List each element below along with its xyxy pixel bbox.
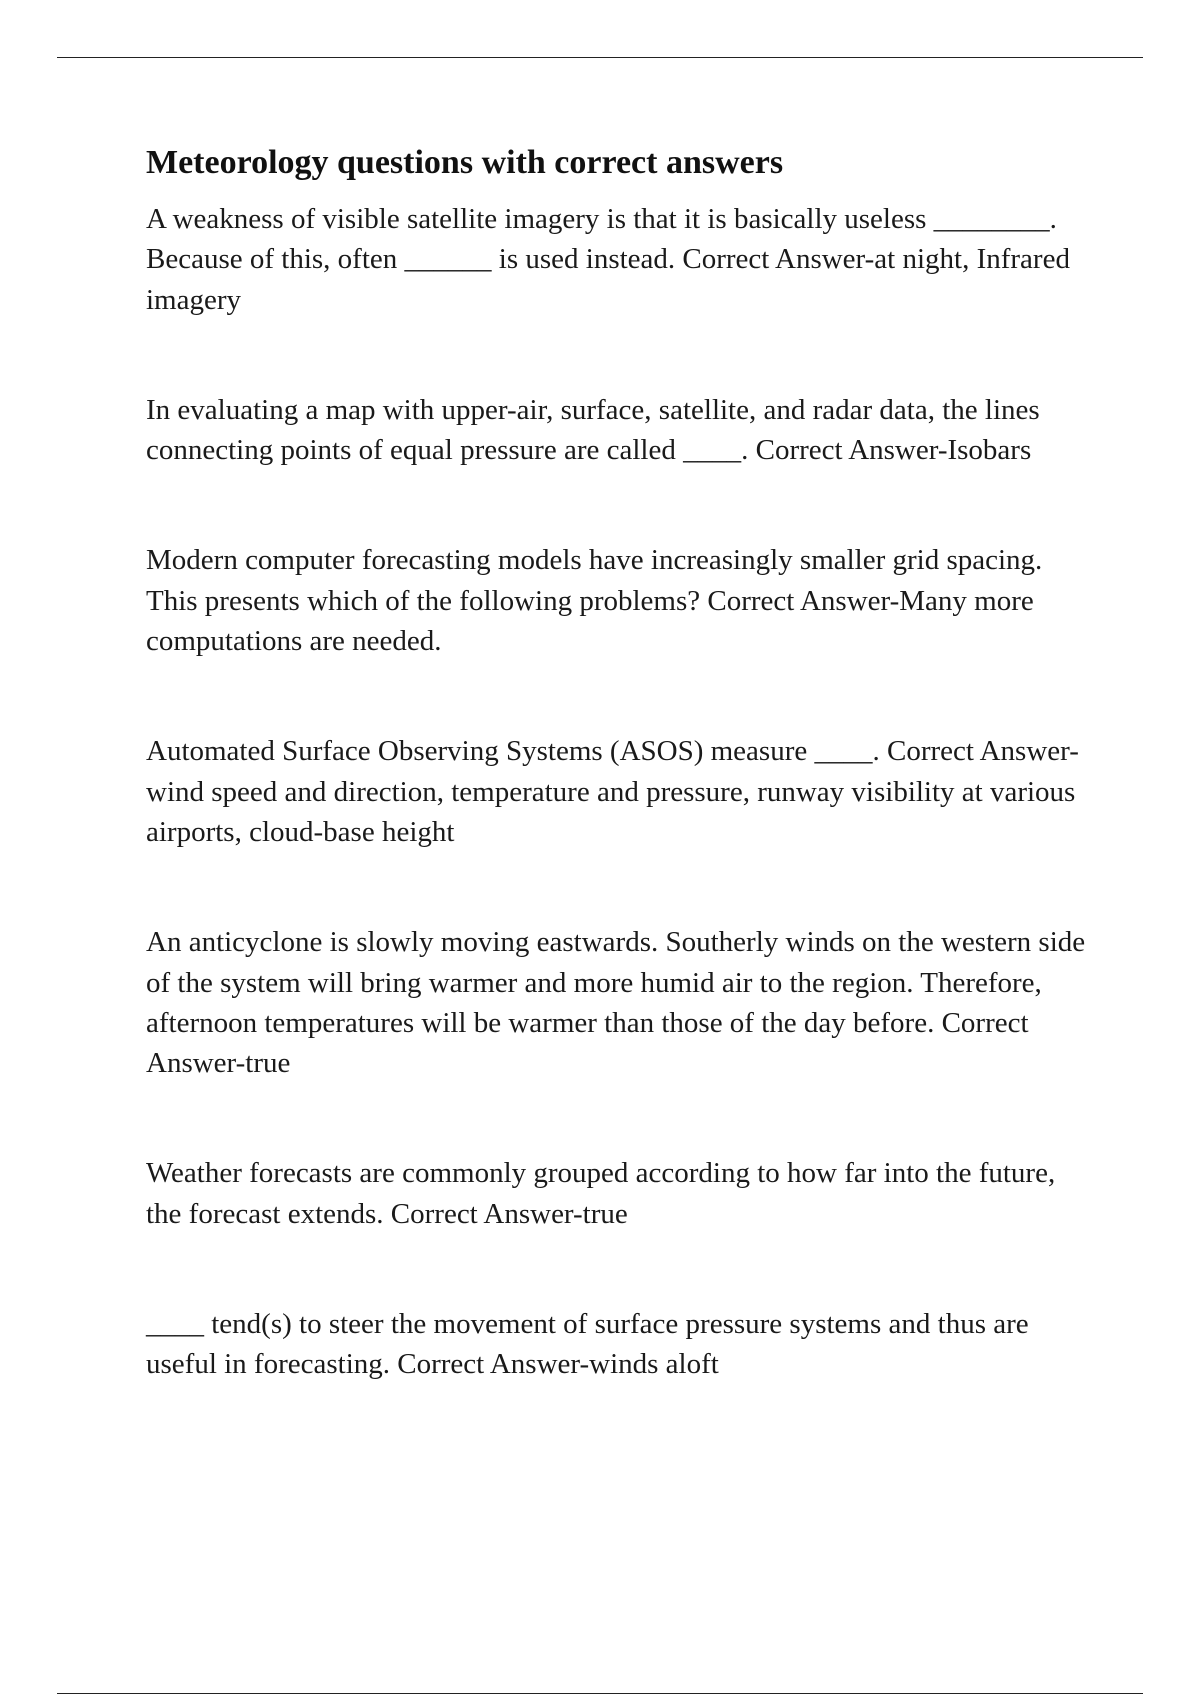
qa-item: Modern computer forecasting models have increasingly smaller grid spacing. This presents which of the following problems? Correct Answer-Many more computations are needed.: [146, 544, 1043, 658]
footer-rule: [57, 1693, 1143, 1694]
header-rule: [57, 57, 1143, 58]
qa-item: ____ tend(s) to steer the movement of surface pressure systems and thus are useful in forecasting. Correct Answer-winds aloft: [146, 1308, 1029, 1381]
qa-item: Weather forecasts are commonly grouped according to how far into the future, the forecast extends. Correct Answer-true: [146, 1157, 1056, 1230]
qa-item: Automated Surface Observing Systems (ASOS) measure ____. Correct Answer-wind speed and direction, temperature and pressure, runway visibility at various airports, cloud-base height: [146, 735, 1079, 848]
page-title: Meteorology questions with correct answers: [146, 144, 784, 181]
qa-item: An anticyclone is slowly moving eastwards. Southerly winds on the western side of the system will bring warmer and more humid air to the region. Therefore, afternoon temperatures will be warmer than those of the day before. Correct Answer-true: [146, 926, 1086, 1080]
qa-item: A weakness of visible satellite imagery is that it is basically useless ________. Because of this, often ______ is used instead. Correct Answer-at night, Infrared imagery: [146, 203, 1070, 316]
qa-item: In evaluating a map with upper-air, surface, satellite, and radar data, the lines connecting points of equal pressure are called ____. Correct Answer-Isobars: [146, 393, 1040, 467]
document-body: [146, 143, 1086, 1385]
